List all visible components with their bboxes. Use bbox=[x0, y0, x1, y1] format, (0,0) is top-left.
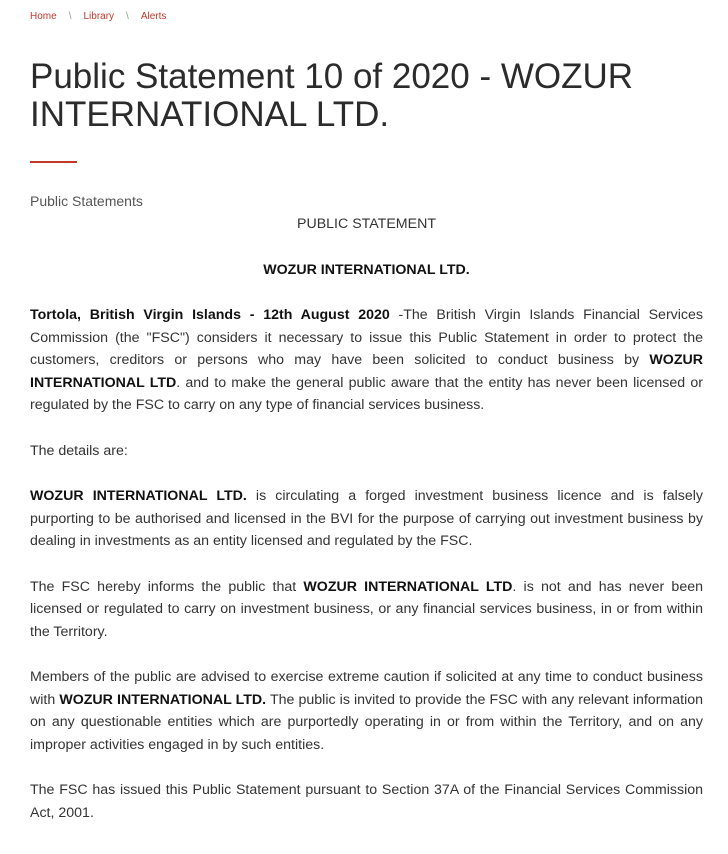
paragraph-legal-basis: The FSC has issued this Public Statement pursuant to Section 37A of the Financial Services Commission Act, 2001. bbox=[30, 782, 703, 821]
entity-heading-text: WOZUR INTERNATIONAL LTD. bbox=[263, 261, 470, 278]
entity-heading bbox=[30, 259, 703, 282]
caution-text-a: Members of the public are advised to exercise extreme caution if solicited at any time to conduct business with bbox=[30, 669, 703, 708]
intro-text-a: -The British Virgin Islands Financial Services Commission (the "FSC") considers it necessary to issue this Public Statement in order to protect the customers, creditors or persons who may have been solicited to conduct business by bbox=[30, 307, 703, 368]
breadcrumb-home-link[interactable]: Home bbox=[30, 11, 57, 22]
intro-entity: WOZUR INTERNATIONAL LTD bbox=[30, 352, 703, 391]
paragraph-details-label: The details are: bbox=[30, 442, 128, 459]
caution-entity: WOZUR INTERNATIONAL LTD. bbox=[59, 691, 267, 708]
title-divider bbox=[30, 161, 77, 163]
informs-text-b: . is not and has never been licensed or regulated to carry on investment business, or any financial services business, in or from within the Territory. bbox=[30, 578, 703, 640]
dateline: Tortola, British Virgin Islands - 12th August 2020 bbox=[30, 307, 390, 323]
breadcrumb-separator: \ bbox=[68, 11, 72, 22]
breadcrumb-separator: \ bbox=[126, 11, 129, 22]
informs-text-a: The FSC hereby informs the public that bbox=[30, 578, 304, 595]
details-text: is circulating a forged investment business licence and is falsely purporting to be authorised and licensed in the BVI for the purpose of carrying out investment business by dealing in investments as an entity licensed and regulated by the FSC. bbox=[30, 488, 703, 549]
paragraph-caution bbox=[30, 666, 703, 756]
statement-body bbox=[30, 213, 703, 847]
page-title: Public Statement 10 of 2020 - WOZUR INTERNATIONAL LTD. bbox=[30, 57, 634, 134]
intro-text-b: . and to make the general public aware that the entity has never been licensed or regulated by the FSC to carry on any type of financial services business. bbox=[30, 374, 703, 413]
breadcrumb bbox=[30, 11, 166, 22]
caution-text-b: The public is invited to provide the FSC with any relevant information on any questionable entities which are purportedly operating in or from within the Territory, and on any improper activities engaged in by such entities. bbox=[30, 691, 704, 753]
breadcrumb-alerts-link[interactable]: Alerts bbox=[140, 11, 167, 22]
details-entity: WOZUR INTERNATIONAL LTD. bbox=[30, 488, 247, 504]
statement-heading: PUBLIC STATEMENT bbox=[297, 216, 436, 232]
paragraph-details bbox=[30, 485, 703, 553]
paragraph-intro bbox=[30, 304, 703, 417]
category-label: Public Statements bbox=[30, 193, 143, 209]
informs-entity: WOZUR INTERNATIONAL LTD bbox=[303, 578, 513, 595]
breadcrumb-library-link[interactable]: Library bbox=[83, 11, 115, 22]
paragraph-informs bbox=[30, 576, 703, 644]
